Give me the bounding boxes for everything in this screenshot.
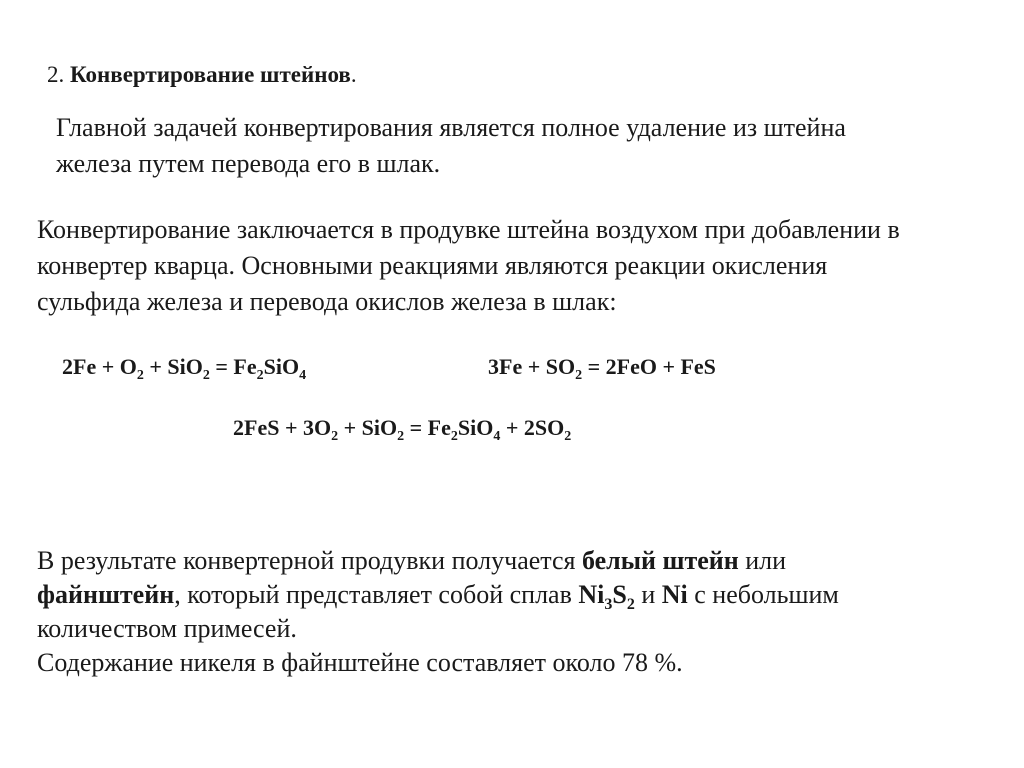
eq-subscript: 2	[331, 429, 339, 444]
equation-iron-so2	[488, 353, 716, 381]
eq-subscript: 2	[564, 429, 572, 444]
paragraph-line: Содержание никеля в файнштейне составляет около 78 %.	[37, 648, 683, 677]
eq-text: SiO	[263, 354, 300, 379]
eq-subscript: 4	[493, 429, 501, 444]
eq-subscript: 2	[450, 429, 458, 444]
equation-iron-oxidation	[62, 353, 306, 381]
eq-text: = 2FeO + FeS	[582, 354, 716, 379]
eq-text: = Fe	[209, 354, 257, 379]
heading-number: 2.	[47, 62, 70, 87]
paragraph-line: количеством примесей.	[37, 614, 297, 643]
formula-subscript: 3	[604, 596, 613, 613]
paragraph-line	[37, 578, 839, 612]
eq-subscript: 2	[202, 368, 210, 383]
equation-fes-oxidation	[233, 414, 571, 442]
term-white-matte: белый штейн	[581, 546, 739, 575]
heading-title: Конвертирование штейнов	[70, 62, 351, 87]
formula-ni: Ni	[661, 580, 688, 609]
text-run: с небольшим	[687, 580, 839, 609]
section-heading	[47, 60, 357, 90]
text-run: или	[738, 546, 787, 575]
heading-period: .	[350, 62, 357, 87]
text-run: , который представляет собой сплав	[174, 580, 579, 609]
formula-ni: Ni	[578, 580, 605, 609]
formula-subscript: 2	[626, 596, 635, 613]
eq-subscript: 4	[299, 368, 307, 383]
paragraph-line: Конвертирование заключается в продувке штейна воздухом при добавлении в	[37, 215, 900, 244]
text-run: В результате конвертерной продувки получается	[37, 546, 582, 575]
eq-text: = Fe	[404, 415, 451, 440]
text-run: и	[634, 580, 662, 609]
eq-text: 3Fe + SO	[488, 354, 576, 379]
eq-text: 2FeS + 3O	[233, 415, 332, 440]
paragraph-main-task	[56, 110, 846, 182]
paragraph-result	[37, 544, 839, 680]
eq-subscript: 2	[575, 368, 583, 383]
paragraph-converting-description	[37, 212, 900, 320]
eq-text: + SiO	[338, 415, 398, 440]
paragraph-line: Главной задачей конвертирования является полное удаление из штейна	[56, 113, 846, 142]
formula-s: S	[612, 580, 627, 609]
paragraph-line: конвертер кварца. Основными реакциями являются реакции окисления	[37, 251, 828, 280]
eq-subscript: 2	[397, 429, 405, 444]
paragraph-line: сульфида железа и перевода окислов железа в шлак:	[37, 287, 617, 316]
term-fine-matte: файнштейн	[37, 580, 175, 609]
paragraph-line	[37, 544, 839, 578]
eq-text: + 2SO	[500, 415, 565, 440]
eq-text: 2Fe + O	[62, 354, 137, 379]
eq-text: SiO	[457, 415, 494, 440]
paragraph-line: железа путем перевода его в шлак.	[56, 149, 441, 178]
eq-subscript: 2	[256, 368, 264, 383]
eq-subscript: 2	[136, 368, 144, 383]
eq-text: + SiO	[143, 354, 203, 379]
